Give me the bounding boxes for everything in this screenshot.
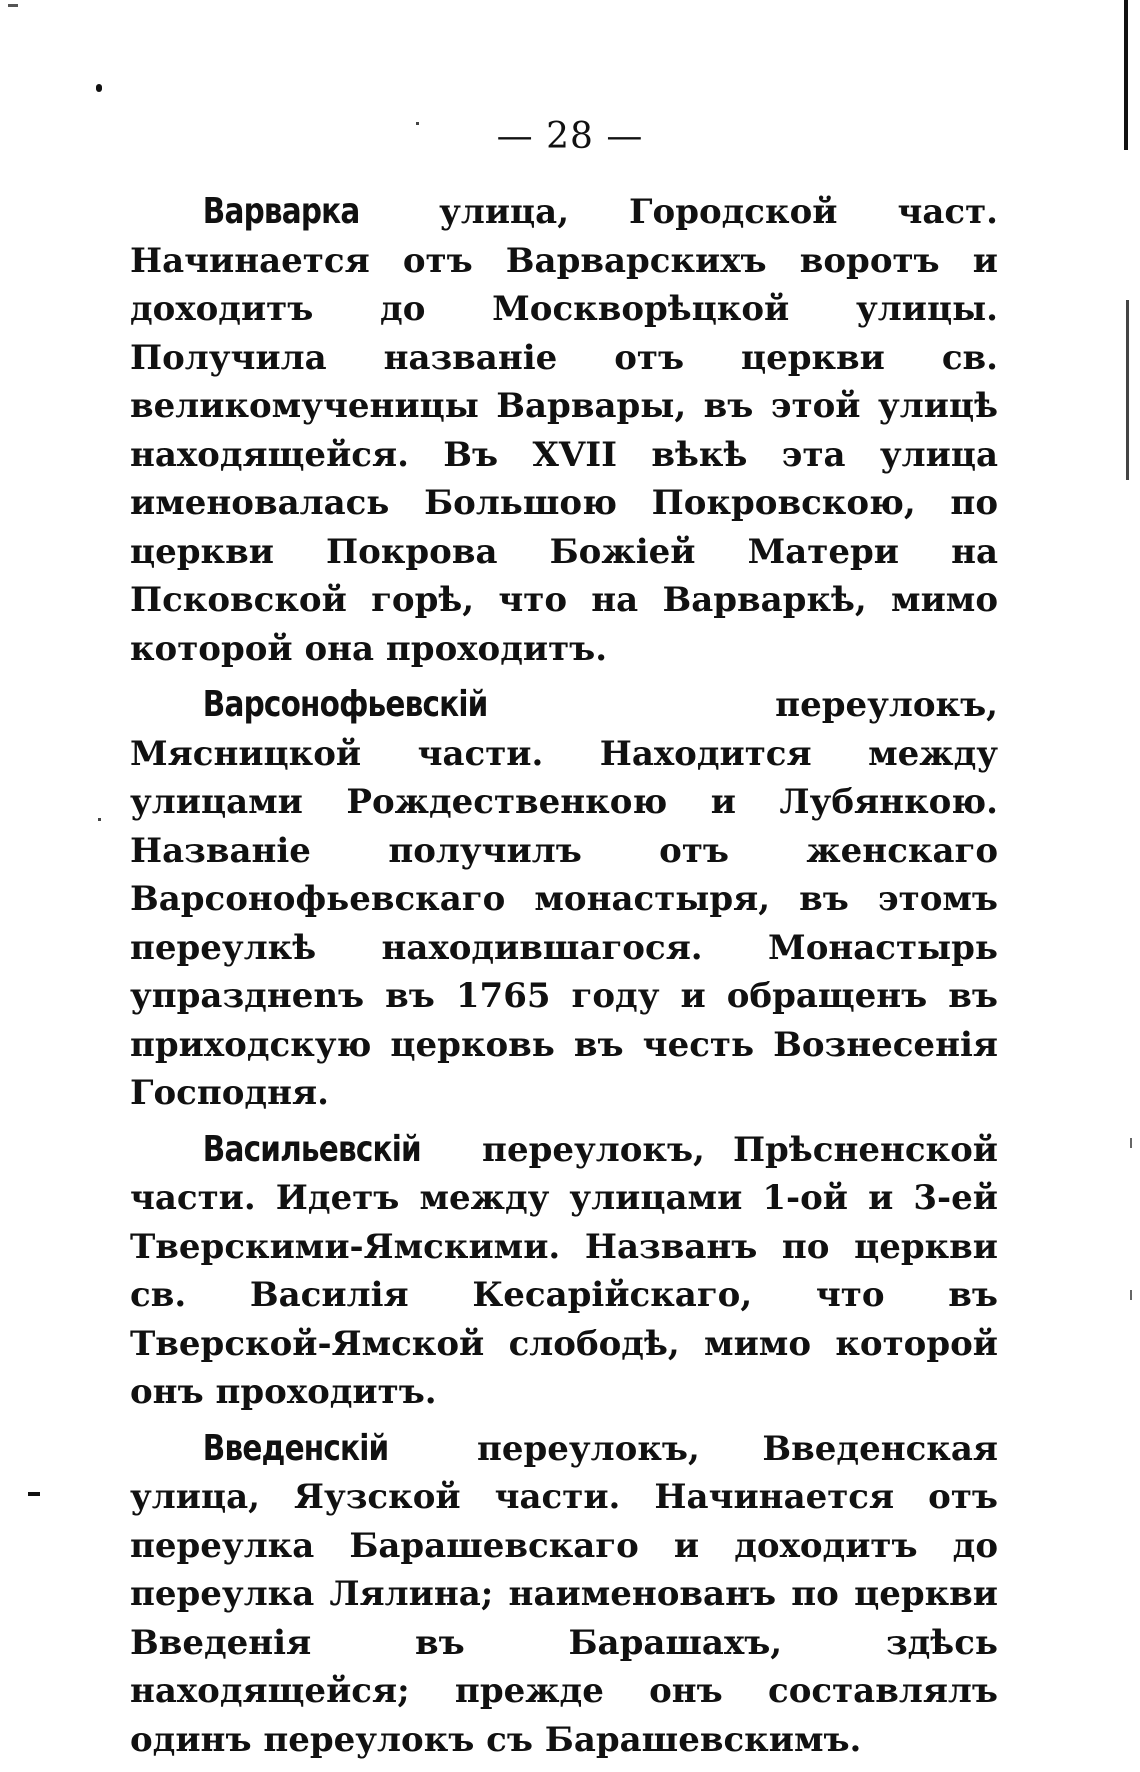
entry-vvedensky bbox=[130, 1425, 998, 1765]
entry-text: переулокъ, Введенская улица, Яузской части. Начинается отъ переулка Барашевскаго и доходитъ до переулка Лялина; наименованъ по церкви Введенія въ Барашахъ, здѣсь находящейся; прежде онъ составлялъ одинъ переулокъ съ Барашевскимъ. bbox=[130, 1428, 998, 1760]
entry-title: Васильевскій bbox=[202, 1128, 421, 1170]
entry-varvarka bbox=[130, 188, 998, 673]
scan-edge-line bbox=[1126, 300, 1129, 480]
entry-title: Варварка bbox=[202, 191, 360, 232]
scan-mark bbox=[8, 4, 18, 7]
entry-title: Варсонофьевскій bbox=[202, 684, 488, 725]
scan-speck bbox=[98, 818, 101, 821]
scan-speck bbox=[28, 1492, 40, 1496]
page-number: — 28 — bbox=[496, 116, 644, 157]
body-text bbox=[130, 188, 998, 1772]
entry-vasilievsky bbox=[130, 1126, 998, 1417]
entry-title: Введенскій bbox=[202, 1427, 389, 1469]
entry-text: переулокъ, Прѣсненской части. Идетъ между улицами 1-ой и 3-ей Тверскими-Ямскими. Названъ по церкви св. Василія Кесарійскаго, что въ Тверской-Ямской слободѣ, мимо которой онъ проходитъ. bbox=[130, 1129, 998, 1412]
scan-speck bbox=[1130, 1138, 1132, 1148]
entry-text: улица, Городской част. Начинается отъ Варварскихъ воротъ и доходитъ до Москворѣцкой улицы. Получила названіе отъ церкви св. великомученицы Варвары, въ этой улицѣ находящейся. Въ XVII вѣкѣ эта улица именовалась Большою Покровскою, по церкви Покрова Божіей Матери на Псковской горѣ, что на Варваркѣ, мимо которой она проходитъ. bbox=[130, 192, 998, 669]
entry-text: переулокъ, Мясницкой части. Находится между улицами Рождественкою и Лубянкою. Названіе получилъ отъ женскаго Варсонофьевскаго монастыря, въ этомъ переулкѣ находившагося. Монастырь упразднenъ въ 1765 году и обращенъ въ приходскую церковь въ честь Вознесенія Господня. bbox=[130, 685, 998, 1113]
scan-speck bbox=[96, 84, 102, 92]
entry-varsonofievsky bbox=[130, 681, 998, 1118]
scan-speck bbox=[1130, 1290, 1132, 1300]
